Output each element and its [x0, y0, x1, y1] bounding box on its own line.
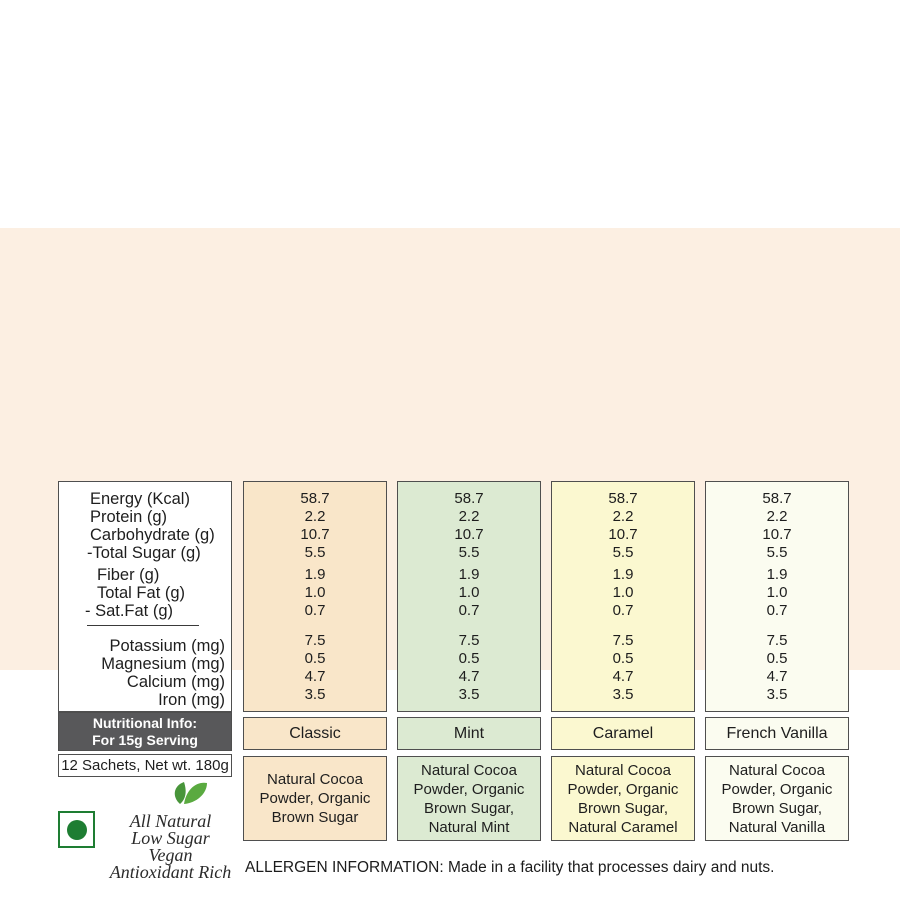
- pack-info-box: 12 Sachets, Net wt. 180g: [58, 754, 232, 777]
- ingredients-text: Natural Cocoa Powder, Organic Brown Sugar, Natural Caramel: [567, 761, 679, 836]
- nutrient-label: Calcium (mg): [126, 673, 225, 691]
- nutrient-value: 2.2: [304, 508, 326, 525]
- values-box-mint: [397, 481, 541, 712]
- nutrient-label: Protein (g): [90, 508, 168, 526]
- nutrient-value: 3.5: [304, 686, 326, 703]
- nutrient-value: 7.5: [304, 632, 326, 649]
- values-box-french-vanilla: [705, 481, 849, 712]
- nutrient-value: 0.7: [766, 602, 788, 619]
- values-box-classic: [243, 481, 387, 712]
- nutrient-value: 58.7: [300, 490, 330, 507]
- nutrient-value: 4.7: [766, 668, 788, 685]
- leaf-icon: [165, 779, 213, 805]
- nutrient-labels-box: [58, 481, 232, 712]
- nutrient-label: - Sat.Fat (g): [85, 602, 174, 620]
- ingredients-text: Natural Cocoa Powder, Organic Brown Sugar: [259, 771, 371, 826]
- nutrient-label: Total Fat (g): [97, 584, 186, 602]
- nutrient-value: 0.5: [766, 650, 788, 667]
- nutrient-value: 1.9: [612, 566, 634, 583]
- leaf-icon-svg: [165, 779, 213, 805]
- nutrient-value: 1.9: [458, 566, 480, 583]
- nutrient-value: 3.5: [612, 686, 634, 703]
- nutrient-value: 1.0: [766, 584, 788, 601]
- nutrient-label: Magnesium (mg): [101, 655, 225, 673]
- nutrient-value: 0.7: [458, 602, 480, 619]
- nutrient-value: 1.9: [766, 566, 788, 583]
- nutrient-value: 5.5: [612, 544, 634, 561]
- nutrient-value: 0.7: [612, 602, 634, 619]
- nutrient-value: 0.5: [304, 650, 326, 667]
- ingredients-classic: [243, 756, 387, 841]
- flavor-name-caramel: Caramel: [551, 717, 695, 750]
- nutrient-value: 10.7: [454, 526, 484, 543]
- ingredients-text: Natural Cocoa Powder, Organic Brown Sugar, Natural Mint: [413, 761, 525, 836]
- nutrient-value: 0.7: [304, 602, 326, 619]
- row-gap: [552, 620, 694, 632]
- nutrient-value: 0.5: [612, 650, 634, 667]
- nutrient-value: 2.2: [766, 508, 788, 525]
- nutrient-value: 58.7: [454, 490, 484, 507]
- nutrient-value: 4.7: [304, 668, 326, 685]
- nutrient-value: 58.7: [762, 490, 792, 507]
- nutrient-value: 7.5: [612, 632, 634, 649]
- flavor-name-classic: Classic: [243, 717, 387, 750]
- nutrient-value: 0.5: [458, 650, 480, 667]
- serving-info-bar: [58, 712, 232, 751]
- nutrient-label: -Total Sugar (g): [87, 544, 201, 562]
- nutrient-value: 7.5: [766, 632, 788, 649]
- flavor-name-french-vanilla: French Vanilla: [705, 717, 849, 750]
- ingredients-caramel: [551, 756, 695, 841]
- nutrient-label: Energy (Kcal): [90, 490, 190, 508]
- claim-all-natural: All Natural: [129, 811, 212, 831]
- nutrition-panel: [0, 228, 900, 882]
- ingredients-text: Natural Cocoa Powder, Organic Brown Sugar, Natural Vanilla: [721, 761, 833, 836]
- nutrient-value: 2.2: [612, 508, 634, 525]
- row-gap: [706, 620, 848, 632]
- nutrient-value: 58.7: [608, 490, 638, 507]
- nutrient-value: 2.2: [458, 508, 480, 525]
- ingredients-mint: [397, 756, 541, 841]
- nutrient-value: 10.7: [762, 526, 792, 543]
- nutrient-label: Iron (mg): [158, 691, 225, 709]
- nutrient-value: 1.0: [458, 584, 480, 601]
- nutrient-label: Carbohydrate (g): [90, 526, 215, 544]
- flavor-name-mint: Mint: [397, 717, 541, 750]
- claim-vegan: Vegan: [148, 845, 193, 865]
- nutrient-value: 5.5: [766, 544, 788, 561]
- section-divider-line: [87, 625, 199, 626]
- ingredients-french-vanilla: [705, 756, 849, 841]
- row-gap: [398, 620, 540, 632]
- nutrient-value: 5.5: [458, 544, 480, 561]
- nutrient-value: 4.7: [458, 668, 480, 685]
- nutrient-value: 1.9: [304, 566, 326, 583]
- claim-antioxidant-rich: Antioxidant Rich: [109, 862, 232, 882]
- nutrient-value: 3.5: [458, 686, 480, 703]
- nutrient-value: 5.5: [304, 544, 326, 561]
- nutrient-value: 1.0: [304, 584, 326, 601]
- nutrient-value: 10.7: [300, 526, 330, 543]
- serving-info-line1: Nutritional Info:: [92, 715, 198, 731]
- values-box-caramel: [551, 481, 695, 712]
- nutrient-value: 3.5: [766, 686, 788, 703]
- nutrient-value: 1.0: [612, 584, 634, 601]
- nutrient-label: Potassium (mg): [109, 637, 225, 655]
- claim-low-sugar: Low Sugar: [131, 828, 210, 848]
- nutrient-value: 10.7: [608, 526, 638, 543]
- allergen-info: ALLERGEN INFORMATION: Made in a facility that processes dairy and nuts.: [245, 859, 775, 876]
- nutrient-value: 4.7: [612, 668, 634, 685]
- vegetarian-dot: [67, 820, 87, 840]
- row-gap: [59, 625, 231, 637]
- serving-info-line2: For 15g Serving: [92, 731, 198, 748]
- nutrient-value: 7.5: [458, 632, 480, 649]
- claims-block: [88, 813, 253, 881]
- row-gap: [244, 620, 386, 632]
- nutrient-label: Fiber (g): [97, 566, 160, 584]
